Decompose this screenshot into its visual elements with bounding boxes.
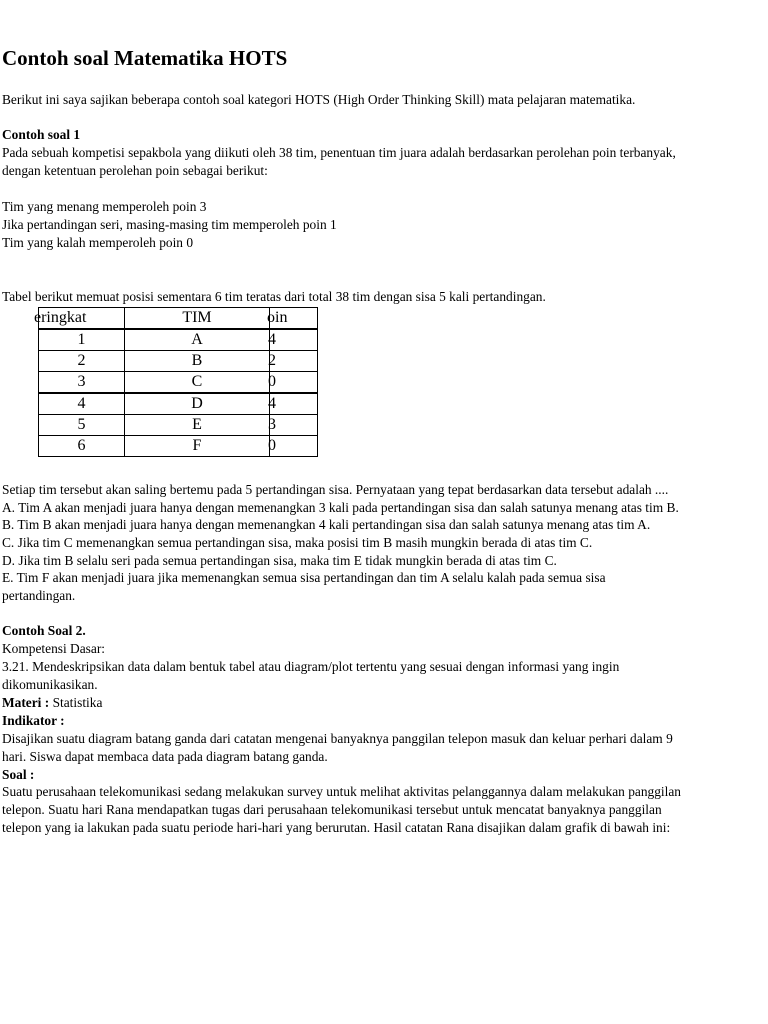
intro-text: Berikut ini saya sajikan beberapa contoh soal kategori HOTS (High Order Thinking Skill) mata pelajaran matematika. [2,92,636,107]
soal1-paragraph-line2: dengan ketentuan perolehan poin sebagai berikut: [2,163,268,178]
soal-line3: telepon yang ia lakukan pada suatu periode hari-hari yang berurutan. Hasil catatan Rana disajikan dalam grafik di bawah ini: [2,820,671,835]
cell-points: 0 [270,436,318,457]
cell-team: C [125,372,270,394]
kd-label: Kompetensi Dasar: [2,641,106,656]
cell-points: 4 [270,393,318,415]
soal2-heading: Contoh Soal 2. [2,623,86,638]
option-c: C. Jika tim C memenangkan semua pertandingan sisa, maka posisi tim B masih mungkin berada di atas tim C. [2,535,593,550]
materi-line [2,694,102,712]
cell-rank: 3 [39,372,125,394]
standings-table [34,307,318,457]
cell-rank: 2 [39,351,125,372]
cell-rank: 1 [39,329,125,351]
header-tim: TIM [125,308,270,330]
cell-points: 2 [270,351,318,372]
soal-line2: telepon. Suatu hari Rana mendapatkan tugas dari perusahaan telekomunikasi tersebut untuk mencatat banyaknya panggilan [2,802,662,817]
indikator-line1: Disajikan suatu diagram batang ganda dari catatan mengenai banyaknya panggilan telepon masuk dan keluar perhari dalam 9 [2,731,673,746]
option-b: B. Tim B akan menjadi juara hanya dengan memenangkan 4 kali pertandingan sisa dan salah satunya menang atas tim A. [2,517,651,532]
indikator-line2: hari. Siswa dapat membaca data pada diagram batang ganda. [2,749,328,764]
soal-line1: Suatu perusahaan telekomunikasi sedang melakukan survey untuk melihat aktivitas pelanggannya dalam melakukan panggilan [2,784,682,799]
materi-value: Statistika [49,695,103,710]
kd-line2: dikomunikasikan. [2,677,98,692]
cell-team: F [125,436,270,457]
table-row [39,351,318,372]
table-row [39,329,318,351]
cell-rank: 4 [39,393,125,415]
soal1-paragraph-line1: Pada sebuah kompetisi sepakbola yang diikuti oleh 38 tim, penentuan tim juara adalah berdasarkan perolehan poin terbanyak, [2,145,676,160]
cell-team: B [125,351,270,372]
kd-line1: 3.21. Mendeskripsikan data dalam bentuk tabel atau diagram/plot tertentu yang sesuai dengan informasi yang ingin [2,659,620,674]
cell-points: 3 [270,415,318,436]
table-row [39,372,318,394]
header-poin: oin [270,308,318,330]
soal1-heading: Contoh soal 1 [2,127,81,142]
option-d: D. Jika tim B selalu seri pada semua pertandingan sisa, maka tim E tidak mungkin berada di atas tim C. [2,553,557,568]
cell-rank: 5 [39,415,125,436]
table-row [39,436,318,457]
cell-team: D [125,393,270,415]
cell-team: A [125,329,270,351]
cell-team: E [125,415,270,436]
option-e-line1: E. Tim F akan menjadi juara jika memenangkan semua sisa pertandingan dan tim A selalu kalah pada semua sisa [2,570,606,585]
table-row [39,415,318,436]
table-row [39,393,318,415]
materi-label: Materi : [2,695,50,710]
rule-lose: Tim yang kalah memperoleh poin 0 [2,235,194,250]
cell-points: 4 [270,329,318,351]
table-header-row [39,308,318,330]
cell-rank: 6 [39,436,125,457]
option-a: A. Tim A akan menjadi juara hanya dengan memenangkan 3 kali pada pertandingan sisa dan salah satunya menang atas tim B. [2,500,679,515]
indikator-label: Indikator : [2,713,65,728]
page-title: Contoh soal Matematika HOTS [2,46,288,70]
option-e-line2: pertandingan. [2,588,76,603]
soal-label: Soal : [2,767,35,782]
rule-win: Tim yang menang memperoleh poin 3 [2,199,207,214]
table-caption: Tabel berikut memuat posisi sementara 6 tim teratas dari total 38 tim dengan sisa 5 kali pertandingan. [2,289,546,304]
rule-draw: Jika pertandingan seri, masing-masing tim memperoleh poin 1 [2,217,337,232]
cell-points: 0 [270,372,318,394]
question-text: Setiap tim tersebut akan saling bertemu pada 5 pertandingan sisa. Pernyataan yang tepat berdasarkan data tersebut adalah .... [2,482,669,497]
header-peringkat: eringkat [39,308,125,330]
